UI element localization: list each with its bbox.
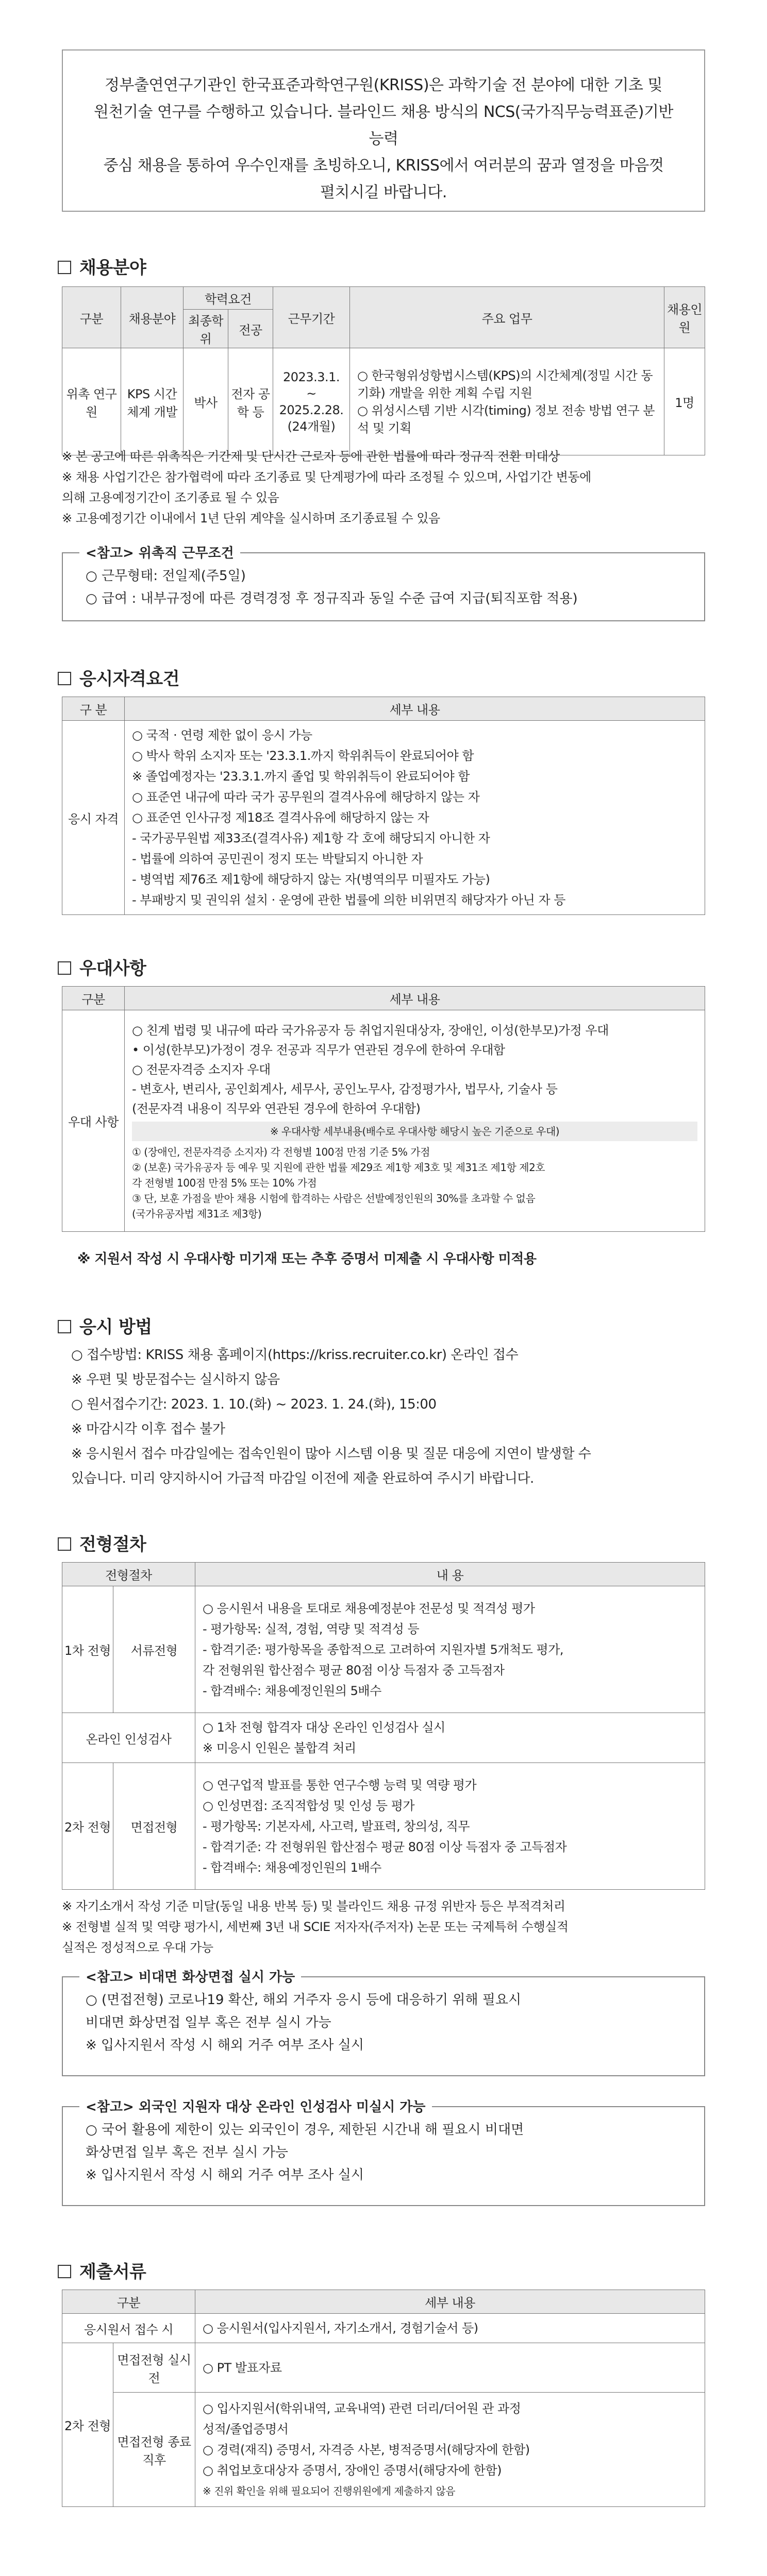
col-header-group: 학력요건 [184,287,273,310]
section-title-process: 전형절차 [58,1530,146,1555]
cell-category: 위촉 연구원 [62,348,121,455]
section-title-recruit: 채용분야 [58,253,146,279]
recruit-notes: ※ 본 공고에 따른 위촉직은 기간제 및 단시간 근로자 등에 관한 법률에 따라 정규직 전환 미대상 ※ 채용 사업기간은 참가협력에 따라 조기종료 및 단계평가에 따라 조정될 수 있으며, 사업기간 변동에 의해 고용예정기간이 조기종료 될 수 있음 ※ 고용예정기간 이내에서 1년 단위 계약을 실시하며 조기종료될 수 있음 [62,449,591,526]
intro-line: 정부출연연구기관인 한국표준과학연구원(KRISS)은 과학기술 전 분야에 대한 기초 및 [105,76,662,94]
col-header: 근무기간 [273,287,350,348]
process-notes: ※ 자기소개서 작성 기준 미달(동일 내용 반복 등) 및 블라인드 채용 규정 위반자 등은 부적격처리 ※ 전형별 실적 및 역량 평가시, 세번째 3년 내 SCIE 저자자(주저자) 논문 또는 국제특허 수행실적 실적은 정성적으로 우대 가능 [62,1899,569,1955]
cell-degree: 박사 [184,348,228,455]
intro-line: 원천기술 연구를 수행하고 있습니다. 블라인드 채용 방식의 NCS(국가직무능력표준)기반 능력 [94,103,673,148]
square-bullet-icon [58,1320,71,1333]
documents-table: 구분 세부 내용 응시원서 접수 시 ○ 응시원서(입사지원서, 자기소개서, 경험기술서 등) 2차 전형 면접전형 실시 전 ○ PT 발표자료 면접전형 종료 직후 ○ 입사지원서(학위내역, 교육내역) 관련 더리/더어원 관 과정 성적/졸업증명서 ○ 경력(재직) 증명서, 자격증 사본, 병적증명서(해당자에 한함) ○ 취업보호대상자 증명서, 장애인 증명서(해당자에 한함) ※ 진위 확인을 위해 필요되어 진행위원에게 제출하지 않음 [62,2290,705,2507]
col-header: 구분 [62,287,121,348]
intro-line: 중심 채용을 통하여 우수인재를 초빙하오니, KRISS에서 여러분의 꿈과 열정을 마음껏 [103,157,664,175]
cell-field: KPS 시간체계 개발 [121,348,184,455]
square-bullet-icon [58,261,71,274]
apply-block: ○ 접수방법: KRISS 채용 홈페이지(https://kriss.recruiter.co.kr) 온라인 접수 ※ 우편 및 방문접수는 실시하지 않음 ○ 원서접수기간: 2023. 1. 10.(화) ~ 2023. 1. 24.(화), 15:00 ※ 마감시각 이후 접수 불가 ※ 응시원서 접수 마감일에는 접속인원이 많아 시스템 이용 및 질문 대응에 지연이 발생할 수 있습니다. 미리 양지하시어 가급적 마감일 이전에 제출 완료하여 주시기 바랍니다. [71,1347,591,1486]
col-header: 채용분야 [121,287,184,348]
recruit-table [62,286,705,455]
preference-table: 구분 세부 내용 우대 사항 ○ 친계 법령 및 내규에 따라 국가유공자 등 취업지원대상자, 장애인, 이성(한부모)가정 우대 • 이성(한부모)가정이 경우 전공과 직무가 연관된 경우에 한하여 우대함 ○ 전문자격증 소지자 우대 - 변호사, 변리사, 공인회계사, 세무사, 공인노무사, 감정평가사, 법무사, 기술사 등 (전문자격 내용이 직무와 연관된 경우에 한하여 우대함) ※ 우대사항 세부내용(배수로 우대사항 해당시 높은 기준으로 우대) ① (장애인, 전문자격증 소지자) 각 전형별 100점 만점 기준 5% 가점 ② (보훈) 국가유공자 등 예우 및 지원에 관한 법률 제29조 제1항 제3호 및 제31조 제1항 제2호 각 전형별 100점 만점 5% 또는 10% 가점 ③ 단, 보훈 가점을 받아 채용 시험에 합격하는 사람은 선발예정인원의 30%를 초과할 수 없음 (국가유공자법 제31조 제3항) [62,986,705,1232]
process-table: 전형절차 내 용 1차 전형 서류전형 ○ 응시원서 내용을 토대로 채용예정분야 전문성 및 적격성 평가 - 평가항목: 실적, 경험, 역량 및 적격성 등 - 합격기준: 평가항목을 종합적으로 고려하여 지원자별 5개척도 평가, 각 전형위원 합산점수 평균 80점 이상 득점자 중 고득점자 - 합격배수: 채용예정인원의 5배수 온라인 인성검사 ○ 1차 전형 합격자 대상 온라인 인성검사 실시 ※ 미응시 인원은 불합격 처리 2차 전형 면접전형 ○ 연구업적 발표를 통한 연구수행 능력 및 역량 평가 ○ 인성면접: 조직적합성 및 인성 등 평가 - 평가항목: 기본자세, 사고력, 발표력, 창의성, 직무 - 합격기준: 각 전형위원 합산점수 평균 80점 이상 득점자 중 고득점자 - 합격배수: 채용예정인원의 1배수 [62,1562,705,1890]
intro-box [62,49,705,212]
section-title-schedule [58,2573,146,2576]
cell-period: 2023.3.1. ~ 2025.2.28. (24개월) [273,348,350,455]
section-title-apply: 응시 방법 [58,1313,152,1338]
condition-box: <참고> 위촉직 근무조건 ○ 근무형태: 전일제(주5일) ○ 급여 : 내부규정에 따른 경력경정 후 정규직과 동일 수준 급여 지급(퇴직포함 적용) [62,552,705,621]
square-bullet-icon [58,961,71,975]
cell-count: 1명 [664,348,705,455]
preference-note: ※ 지원서 작성 시 우대사항 미기재 또는 추후 증명서 미제출 시 우대사항 미적용 [77,1251,537,1267]
qualification-table: 구 분 세부 내용 응시 자격 ○ 국적 · 연령 제한 없이 응시 가능 ○ 박사 학위 소지자 또는 '23.3.1.까지 학위취득이 완료되어야 함 ※ 졸업예정자는 '23.3.1.까지 졸업 및 학위취득이 완료되어야 함 ○ 표준연 내규에 따라 국가 공무원의 결격사유에 해당하지 않는 자 ○ 표준연 인사규정 제18조 결격사유에 해당하지 않는 자 - 국가공무원법 제33조(결격사유) 제1항 각 호에 해당되지 아니한 자 - 법률에 의하여 공민권이 정지 또는 박탈되지 아니한 자 - 병역법 제76조 제1항에 해당하지 않는 자(병역의무 미필자도 가능) - 부패방지 및 권익위 설치 · 운영에 관한 법률에 의한 비위면직 해당자가 아닌 자 등 [62,697,705,915]
video-interview-box: <참고> 비대면 화상면접 실시 가능 ○ (면접전형) 코로나19 확산, 해외 거주자 응시 등에 대응하기 위해 필요시 비대면 화상면접 일부 혹은 전부 실시 가능 ※ 입사지원서 작성 시 해외 거주 여부 조사 실시 [62,1976,705,2076]
section-title-preference: 우대사항 [58,954,146,979]
square-bullet-icon [58,672,71,685]
square-bullet-icon [58,1537,71,1551]
section-title-qualification: 응시자격요건 [58,665,179,690]
intro-line: 펼치시길 바랍니다. [320,183,447,201]
cell-major: 전자 공학 등 [228,348,273,455]
col-header: 전공 [228,310,273,348]
section-title-documents: 제출서류 [58,2258,146,2283]
col-header: 주요 업무 [350,287,664,348]
foreign-applicant-box: <참고> 외국인 지원자 대상 온라인 인성검사 미실시 가능 ○ 국어 활용에 제한이 있는 외국인이 경우, 제한된 시간내 해 필요시 비대면 화상면접 일부 혹은 전부 실시 가능 ※ 입사지원서 작성 시 해외 거주 여부 조사 실시 [62,2106,705,2206]
col-header: 채용인원 [664,287,705,348]
col-header: 최종학위 [184,310,228,348]
square-bullet-icon [58,2265,71,2278]
cell-duties: ○ 한국형위성항법시스템(KPS)의 시간체계(정밀 시간 동기화) 개발을 위한 계획 수립 지원 ○ 위성시스템 기반 시각(timing) 정보 전송 방법 연구 분석 및 기획 [350,348,664,455]
